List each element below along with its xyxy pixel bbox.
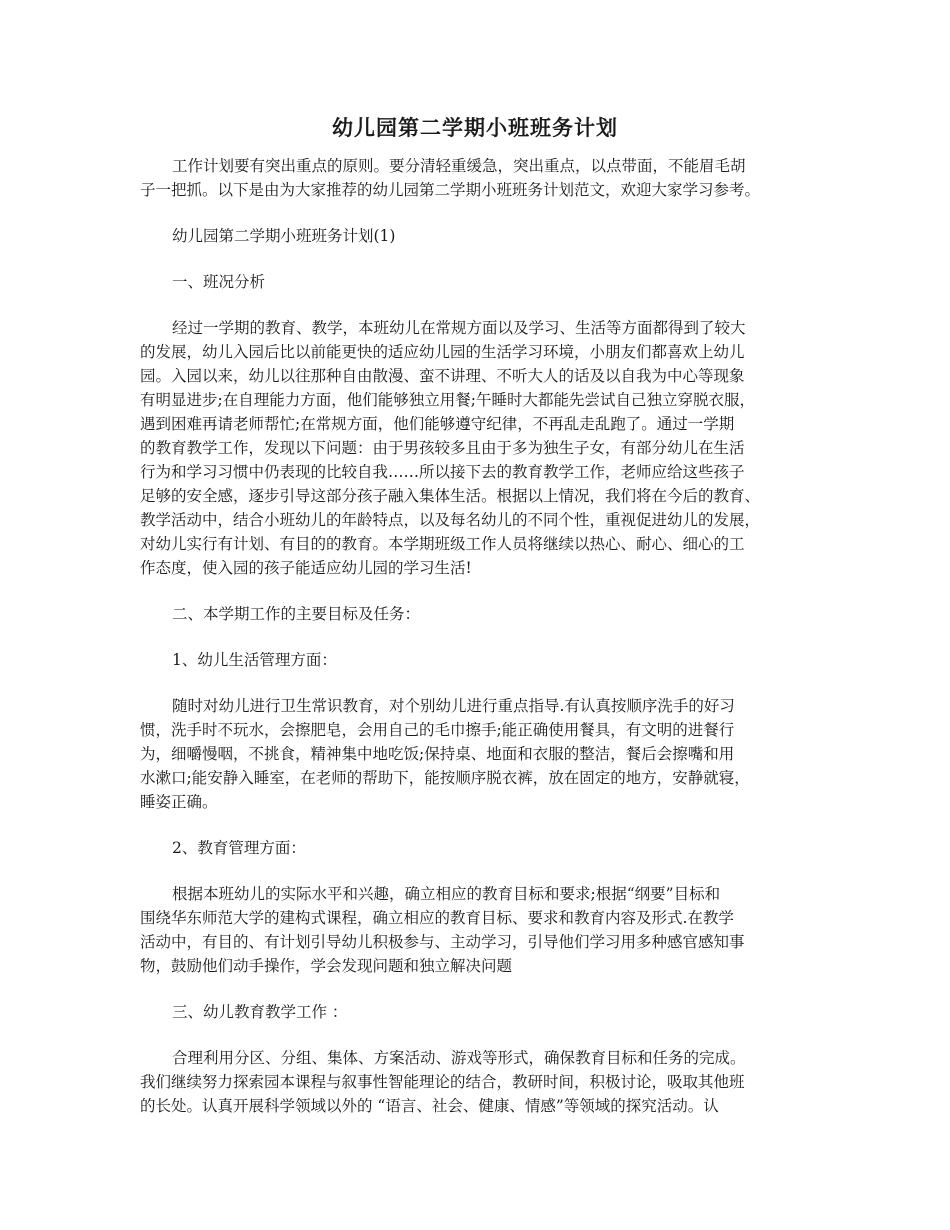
plan-subtitle: 幼儿园第二学期小班班务计划(1) [172, 227, 396, 245]
text-line: 的教育教学工作，发现以下问题：由于男孩较多且由于多为独生子女，有部分幼儿在生活 [140, 439, 745, 457]
text-line: 有明显进步;在自理能力方面，他们能够独立用餐;午睡时大都能先尝试自己独立穿脱衣服， [140, 391, 755, 409]
subsection-heading-1: 1、幼儿生活管理方面： [172, 651, 337, 669]
text-line: 围绕华东师范大学的建构式课程，确立相应的教育目标、要求和教育内容及形式.在教学 [140, 909, 734, 927]
text-line: 为，细嚼慢咽，不挑食，精神集中地吃饭;保持桌、地面和衣服的整洁，餐后会擦嘴和用 [140, 745, 735, 763]
text-line: 子一把抓。以下是由为大家推荐的幼儿园第二学期小班班务计划范文，欢迎大家学习参考。 [140, 181, 761, 199]
text-line: 随时对幼儿进行卫生常识教育，对个别幼儿进行重点指导.有认真按顺序洗手的好习 [172, 697, 735, 715]
intro-paragraph [140, 154, 820, 202]
sub2-paragraph [140, 882, 820, 978]
section-heading-2: 二、本学期工作的主要目标及任务： [172, 605, 421, 623]
section-heading-1: 一、班况分析 [172, 273, 266, 291]
text-line: 活动中，有目的、有计划引导幼儿积极参与、主动学习，引导他们学习用多种感官感知事 [140, 933, 745, 951]
document-title: 幼儿园第二学期小班班务计划 [332, 115, 618, 140]
text-line: 对幼儿实行有计划、有目的的教育。本学期班级工作人员将继续以热心、耐心、细心的工 [140, 535, 745, 553]
text-line: 经过一学期的教育、教学，本班幼儿在常规方面以及学习、生活等方面都得到了较大 [172, 319, 746, 337]
text-line: 园。入园以来，幼儿以往那种自由散漫、蛮不讲理、不听大人的话及以自我为中心等现象 [140, 367, 745, 385]
text-line: 水漱口;能安静入睡室，在老师的帮助下，能按顺序脱衣裤，放在固定的地方，安静就寝， [140, 769, 750, 787]
section1-paragraph [140, 316, 820, 580]
text-line: 作态度，使入园的孩子能适应幼儿园的学习生活! [140, 559, 472, 577]
section-heading-3: 三、幼儿教育教学工作 ： [172, 1003, 348, 1021]
text-line: 睡姿正确。 [140, 793, 218, 811]
section3-paragraph [140, 1046, 820, 1118]
text-line: 我们继续努力探索园本课程与叙事性智能理论的结合，教研时间，积极讨论，吸取其他班 [140, 1073, 745, 1091]
sub1-paragraph [140, 694, 820, 814]
text-line: 惯，洗手时不玩水，会擦肥皂，会用自己的毛巾擦手;能正确使用餐具，有文明的进餐行 [140, 721, 735, 739]
text-line: 工作计划要有突出重点的原则。要分清轻重缓急，突出重点，以点带面，不能眉毛胡 [172, 157, 746, 175]
text-line: 行为和学习习惯中仍表现的比较自我……所以接下去的教育教学工作，老师应给这些孩子 [140, 463, 745, 481]
text-line: 足够的安全感，逐步引导这部分孩子融入集体生活。根据以上情况，我们将在今后的教育、 [140, 487, 761, 505]
text-line: 的长处。认真开展科学领域以外的 “语言、社会、健康、情感”等领域的探究活动。认 [140, 1097, 719, 1115]
text-line: 教学活动中，结合小班幼儿的年龄特点，以及每名幼儿的不同个性，重视促进幼儿的发展， [140, 511, 761, 529]
document-body [140, 154, 820, 1140]
text-line: 遇到困难再请老师帮忙;在常规方面，他们能够遵守纪律，不再乱走乱跑了。通过一学期 [140, 415, 735, 433]
text-line: 物，鼓励他们动手操作，学会发现问题和独立解决问题 [140, 957, 513, 975]
text-line: 的发展，幼儿入园后比以前能更快的适应幼儿园的生活学习环境，小朋友们都喜欢上幼儿 [140, 343, 745, 361]
subsection-heading-2: 2、教育管理方面： [172, 839, 306, 857]
text-line: 根据本班幼儿的实际水平和兴趣，确立相应的教育目标和要求;根据“纲要”目标和 [172, 885, 721, 903]
text-line: 合理利用分区、分组、集体、方案活动、游戏等形式，确保教育目标和任务的完成。 [172, 1049, 746, 1067]
